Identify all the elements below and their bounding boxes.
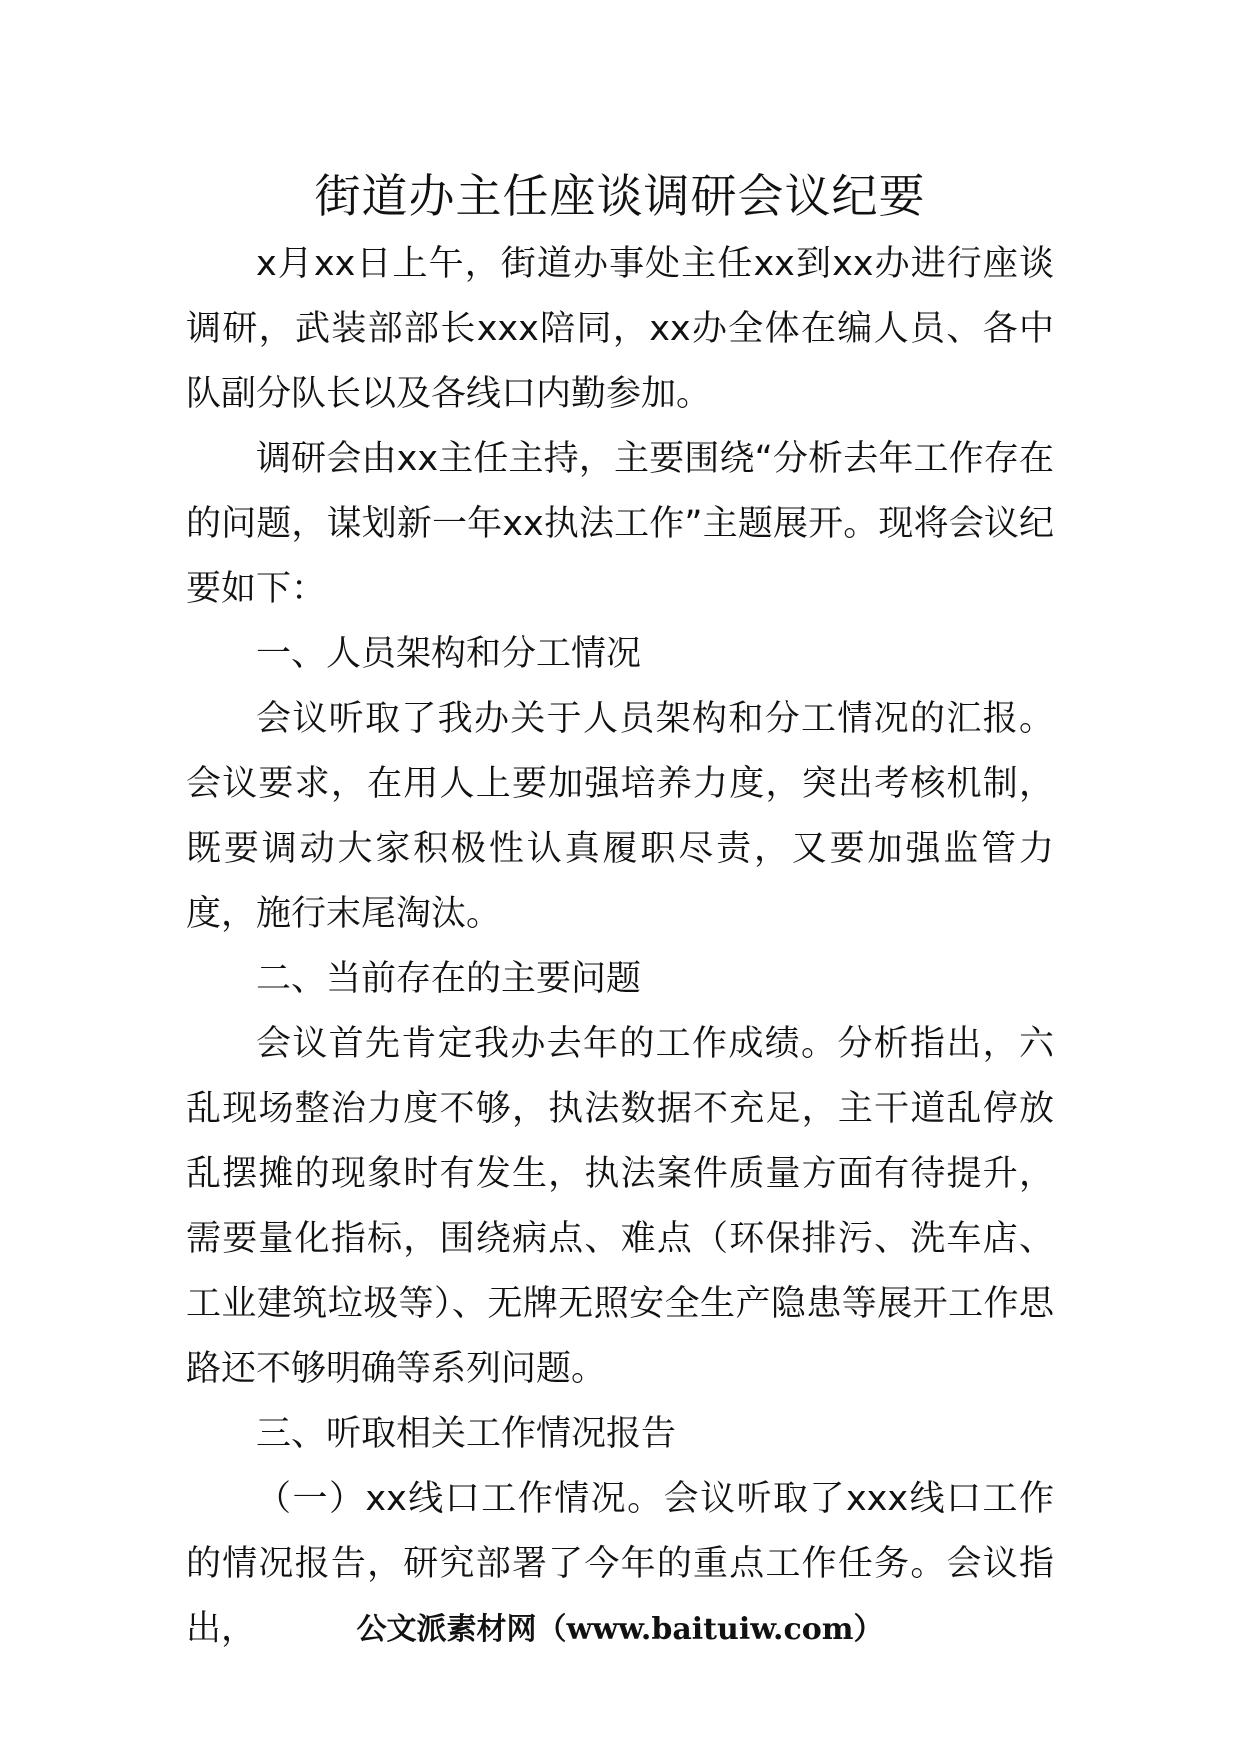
document-body	[186, 232, 1054, 1662]
footer-watermark: 公文派素材网（www.baituiw.com）	[356, 1612, 884, 1647]
heading-section-3: 三、听取相关工作情况报告	[256, 1414, 677, 1454]
document-title: 街道办主任座谈调研会议纪要	[314, 169, 926, 223]
paragraph-section-1: 会议听取了我办关于人员架构和分工情况的汇报。会议要求，在用人上要加强培养力度，突出考核机制，既要调动大家积极性认真履职尽责，又要加强监管力度，施行末尾淘汰。	[186, 699, 1054, 934]
heading-section-1: 一、人员架构和分工情况	[256, 634, 642, 674]
paragraph-section-3-1: （一）xx线口工作情况。会议听取了xxx线口工作的情况报告，研究部署了今年的重点工作任务。会议指出，	[186, 1479, 1054, 1649]
paragraph-intro: x月xx日上午，街道办事处主任xx到xx办进行座谈调研，武装部部长xxx陪同，xx办全体在编人员、各中队副分队长以及各线口内勤参加。	[186, 244, 1054, 414]
paragraph-meeting-topic: 调研会由xx主任主持，主要围绕“分析去年工作存在的问题，谋划新一年xx执法工作”主题展开。现将会议纪要如下：	[186, 439, 1054, 609]
paragraph-section-2: 会议首先肯定我办去年的工作成绩。分析指出，六乱现场整治力度不够，执法数据不充足，主干道乱停放乱摆摊的现象时有发生，执法案件质量方面有待提升，需要量化指标，围绕病点、难点（环保排污、洗车店、工业建筑垃圾等）、无牌无照安全生产隐患等展开工作思路还不够明确等系列问题。	[186, 1024, 1054, 1389]
heading-section-2: 二、当前存在的主要问题	[256, 959, 642, 999]
